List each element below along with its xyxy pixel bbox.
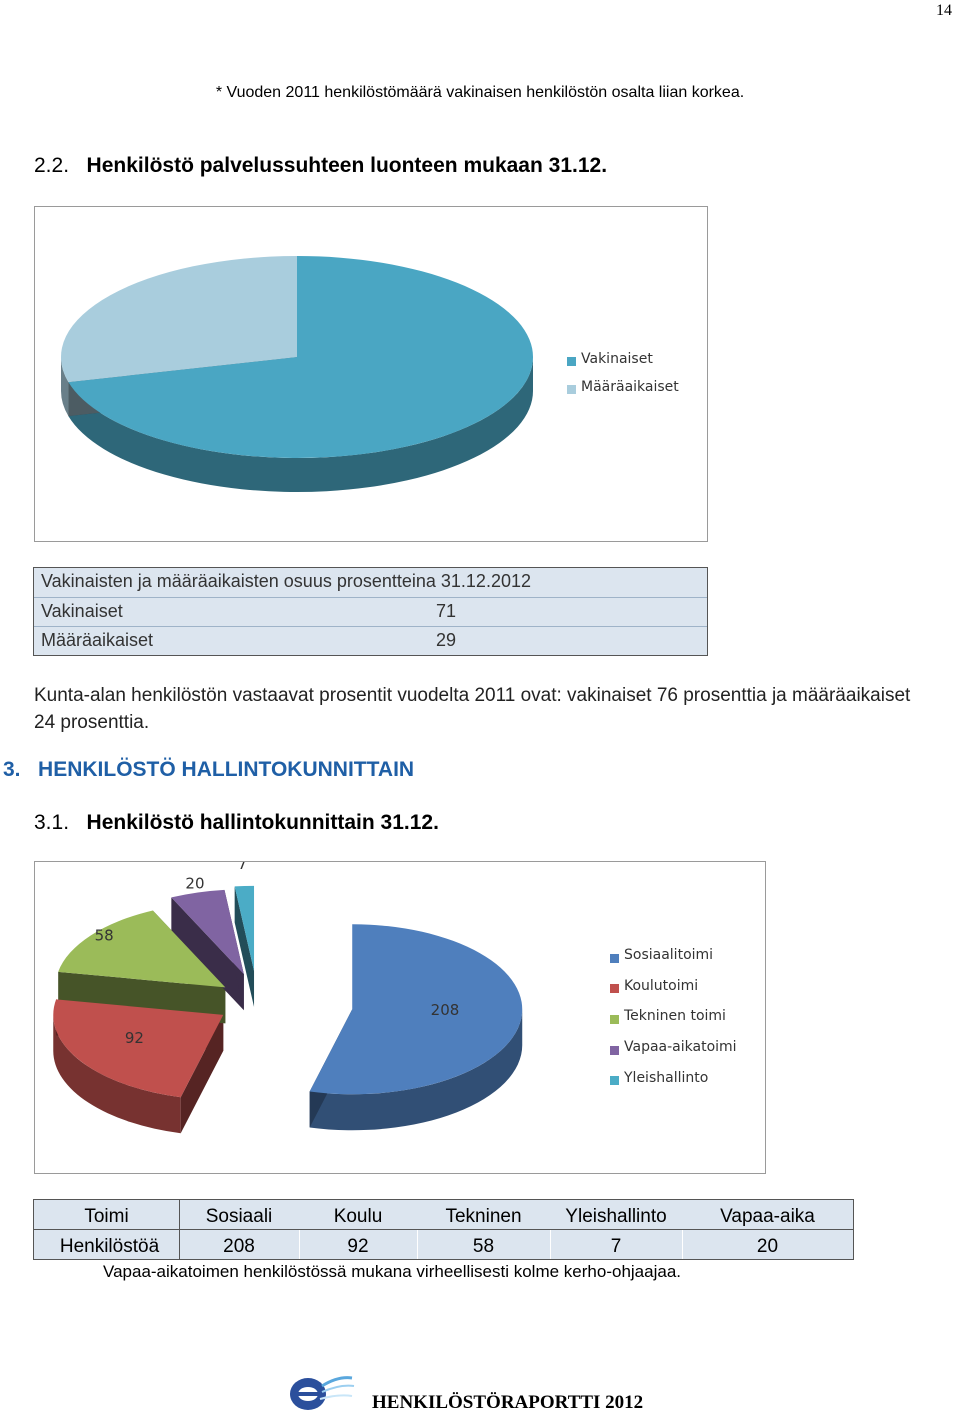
legend-swatch-sosiaalitoimi xyxy=(610,954,619,963)
legend-swatch-yleishallinto xyxy=(610,1076,619,1085)
percentage-table xyxy=(33,567,708,656)
organization-logo xyxy=(286,1372,358,1412)
footnote: * Vuoden 2011 henkilöstömäärä vakinaisen henkilöstön osalta liian korkea. xyxy=(215,84,745,101)
section-2-2-heading xyxy=(34,154,607,178)
row-value: 29 xyxy=(436,630,457,650)
legend-label-vapaa-aika: Vapaa-aikatoimi xyxy=(624,1039,737,1055)
header-cell: Tekninen xyxy=(445,1206,522,1227)
table-row xyxy=(34,597,707,626)
section-3-1-heading xyxy=(34,811,439,835)
report-footer-title: HENKILÖSTÖRAPORTTI 2012 xyxy=(372,1392,644,1413)
section-number: 3. xyxy=(3,758,21,781)
employment-type-pie-chart xyxy=(34,206,708,542)
correction-note: Vapaa-aikatoimen henkilöstössä mukana virheellisesti kolme kerho-ohjaajaa. xyxy=(103,1262,681,1281)
legend-label-koulutoimi: Koulutoimi xyxy=(624,978,699,994)
pie2-data-label: 92 xyxy=(124,1029,144,1048)
header-cell: Vapaa-aika xyxy=(720,1206,815,1227)
department-table xyxy=(33,1199,854,1260)
table-caption-row xyxy=(34,568,707,597)
table-caption: Vakinaisten ja määräaikaisten osuus prosentteina 31.12.2012 xyxy=(41,571,531,591)
legend-swatch-koulutoimi xyxy=(610,984,619,993)
table-row xyxy=(34,626,707,655)
header-cell: Koulu xyxy=(333,1206,383,1227)
comparison-paragraph: Kunta-alan henkilöstön vastaavat prosentit vuodelta 2011 ovat: vakinaiset 76 prosenttia ja määräaikaiset 24 prosenttia. xyxy=(34,685,911,733)
pie1-svg xyxy=(35,207,707,541)
section-3-heading xyxy=(3,758,414,782)
section-title: Henkilöstö hallintokunnittain 31.12. xyxy=(86,811,439,834)
row-label: Vakinaiset xyxy=(41,601,123,621)
pie2-data-label: 58 xyxy=(94,926,114,945)
header-cell: Toimi xyxy=(84,1206,129,1227)
table-row xyxy=(34,1230,853,1259)
cell-value: 92 xyxy=(347,1236,369,1257)
cell-value: 7 xyxy=(610,1236,622,1257)
legend-label-sosiaalitoimi: Sosiaalitoimi xyxy=(624,947,714,963)
legend-swatch-vakinaiset xyxy=(567,357,576,366)
legend-label-tekninen: Tekninen toimi xyxy=(624,1008,726,1024)
cell-value: 208 xyxy=(223,1236,255,1257)
legend-swatch-maaraaikaiset xyxy=(567,385,576,394)
legend-label-vakinaiset: Vakinaiset xyxy=(581,351,653,367)
row-label: Määräaikaiset xyxy=(41,630,154,650)
table-header-row xyxy=(34,1200,853,1230)
row-label: Henkilöstöä xyxy=(59,1236,160,1257)
legend-label-yleishallinto: Yleishallinto xyxy=(624,1070,709,1086)
cell-value: 58 xyxy=(472,1236,495,1257)
pie2-data-label: 7 xyxy=(237,862,248,874)
legend-swatch-vapaa-aika xyxy=(610,1046,619,1055)
section-number: 2.2. xyxy=(34,154,70,177)
header-cell: Sosiaali xyxy=(205,1206,273,1227)
legend-swatch-tekninen xyxy=(610,1015,619,1024)
page-number: 14 xyxy=(936,2,952,19)
header-cell: Yleishallinto xyxy=(565,1206,667,1227)
department-pie-chart xyxy=(34,861,766,1174)
section-title: Henkilöstö palvelussuhteen luonteen mukaan 31.12. xyxy=(86,154,608,177)
section-title: HENKILÖSTÖ HALLINTOKUNNITTAIN xyxy=(38,758,415,781)
pie2-data-label: 20 xyxy=(185,874,205,893)
legend-label-maaraaikaiset: Määräaikaiset xyxy=(581,379,679,395)
row-value: 71 xyxy=(436,601,457,621)
pie2-data-label: 208 xyxy=(430,1001,460,1020)
cell-value: 20 xyxy=(756,1236,779,1257)
section-number: 3.1. xyxy=(34,811,70,834)
